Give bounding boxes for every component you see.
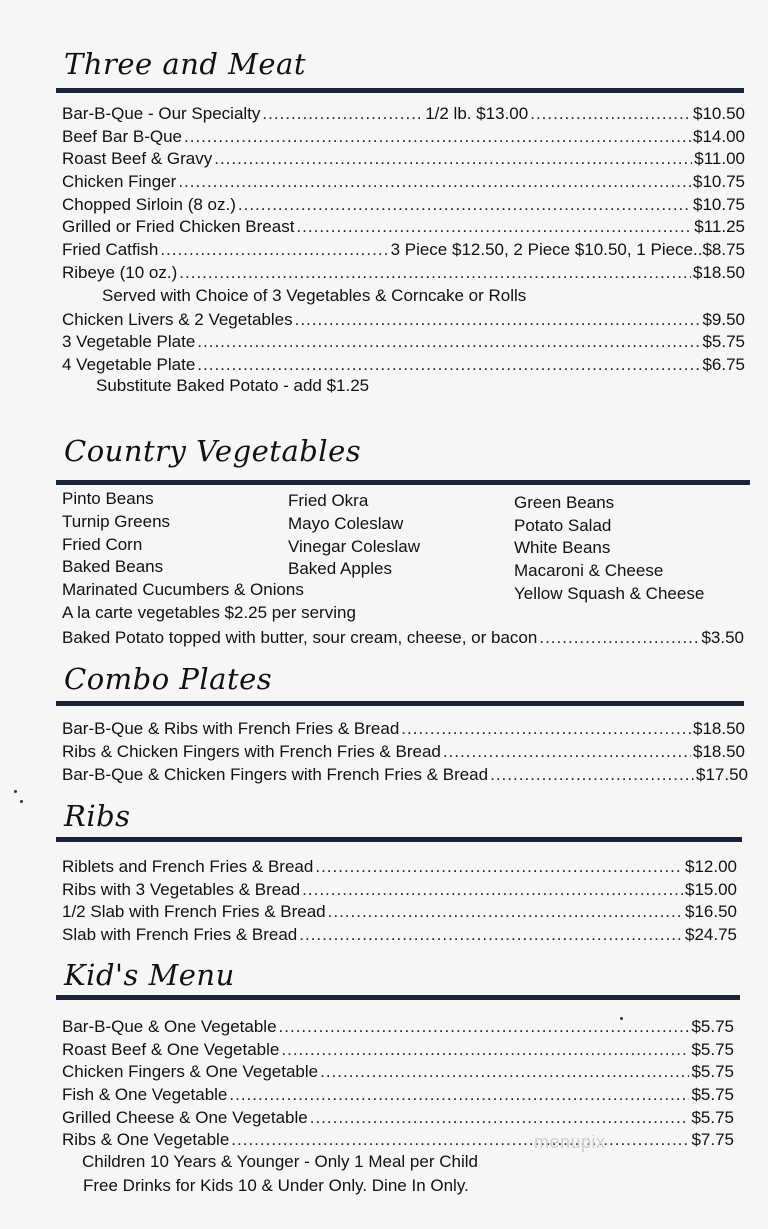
menu-item: Roast Beef & Gravy ..... $11.00 <box>62 149 745 171</box>
menu-item: Fried Catfish ..... 3 Piece $12.50, 2 Piece $10.50, 1 Piece.. $8.75 <box>62 240 745 262</box>
menu-note: Substitute Baked Potato - add $1.25 <box>96 376 370 395</box>
vegetable-item: Macaroni & Cheese <box>514 561 664 580</box>
menu-item: Chicken Fingers & One Vegetable ..... $5.75 <box>62 1062 734 1084</box>
menu-item: 3 Vegetable Plate ..... $5.75 <box>62 332 745 354</box>
vegetable-item: Baked Beans <box>62 557 164 576</box>
menu-item: Bar-B-Que & Ribs with French Fries & Bread ..... $18.50 <box>62 719 745 741</box>
menu-item: Baked Potato topped with butter, sour cream, cheese, or bacon ..... $3.50 <box>62 628 744 650</box>
section-divider <box>56 480 750 485</box>
section-divider <box>56 995 740 1000</box>
vegetable-item: White Beans <box>514 538 611 557</box>
section-divider <box>56 88 744 93</box>
vegetable-item: Potato Salad <box>514 516 612 535</box>
vegetable-item: Turnip Greens <box>62 512 171 531</box>
scan-speck <box>620 1017 623 1020</box>
menu-item: Fish & One Vegetable ..... $5.75 <box>62 1085 734 1107</box>
watermark: menupix <box>534 1132 606 1152</box>
menu-item: Chicken Livers & 2 Vegetables ..... $9.50 <box>62 310 745 332</box>
menu-item: 4 Vegetable Plate ..... $6.75 <box>62 355 745 377</box>
menu-item: Ribeye (10 oz.) ..... $18.50 <box>62 263 745 285</box>
section-title-three-meat: Three and Meat <box>64 47 306 81</box>
menu-item: Slab with French Fries & Bread ..... $24.75 <box>62 925 737 947</box>
section-divider <box>56 701 744 706</box>
kids-note: Free Drinks for Kids 10 & Under Only. Dine In Only. <box>83 1176 469 1195</box>
vegetable-item: Green Beans <box>514 493 615 512</box>
section-title-ribs: Ribs <box>64 799 131 833</box>
vegetable-item: Marinated Cucumbers & Onions <box>62 580 304 599</box>
menu-item: Chopped Sirloin (8 oz.) ..... $10.75 <box>62 195 745 217</box>
menu-item: Roast Beef & One Vegetable ..... $5.75 <box>62 1040 734 1062</box>
section-title-combo: Combo Plates <box>64 662 273 696</box>
vegetable-item: Vinegar Coleslaw <box>288 537 420 556</box>
menu-item: Grilled Cheese & One Vegetable ..... $5.75 <box>62 1108 734 1130</box>
menu-item: Chicken Finger ..... $10.75 <box>62 172 745 194</box>
menu-item: Ribs with 3 Vegetables & Bread ..... $15.00 <box>62 880 737 902</box>
menu-item: Beef Bar B-Que ..... $14.00 <box>62 127 745 149</box>
menu-item: Bar-B-Que & Chicken Fingers with French Fries & Bread ..... $17.50 <box>62 765 748 787</box>
section-title-vegetables: Country Vegetables <box>64 434 362 468</box>
menu-item: Ribs & One Vegetable ..... $7.75 <box>62 1130 734 1152</box>
menu-note: Served with Choice of 3 Vegetables & Corncake or Rolls <box>102 286 527 305</box>
scan-speck <box>14 790 17 793</box>
menu-item: 1/2 Slab with French Fries & Bread ..... $16.50 <box>62 902 737 924</box>
a-la-carte-note: A la carte vegetables $2.25 per serving <box>62 603 356 622</box>
vegetable-item: Fried Okra <box>288 491 369 510</box>
scan-speck <box>20 800 23 803</box>
menu-item: Grilled or Fried Chicken Breast ..... $11.25 <box>62 217 745 239</box>
vegetable-item: Fried Corn <box>62 535 143 554</box>
section-divider <box>56 837 742 842</box>
section-title-kids: Kid's Menu <box>64 958 235 992</box>
vegetable-item: Pinto Beans <box>62 489 154 508</box>
kids-note: Children 10 Years & Younger - Only 1 Meal per Child <box>82 1152 478 1171</box>
menu-item: Bar-B-Que - Our Specialty ..... 1/2 lb. $13.00 ..... $10.50 <box>62 104 745 126</box>
menu-item: Bar-B-Que & One Vegetable ..... $5.75 <box>62 1017 734 1039</box>
menu-item: Riblets and French Fries & Bread ..... $12.00 <box>62 857 737 879</box>
vegetable-item: Baked Apples <box>288 559 392 578</box>
menu-item: Ribs & Chicken Fingers with French Fries & Bread ..... $18.50 <box>62 742 745 764</box>
vegetable-item: Yellow Squash & Cheese <box>514 584 705 603</box>
vegetable-item: Mayo Coleslaw <box>288 514 404 533</box>
